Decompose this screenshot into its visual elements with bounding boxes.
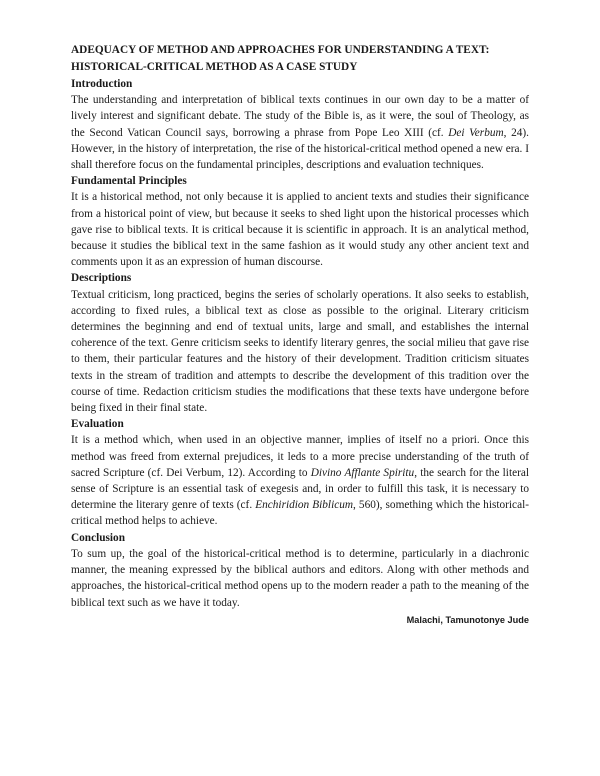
section-heading-principles: Fundamental Principles xyxy=(71,175,187,188)
section-paragraph-conclusion: To sum up, the goal of the historical-critical method is to determine, particularly in a diachronic manner, the meaning expressed by the biblical authors and editors. Along with other methods and approaches, the historical-critical method opens up to the modern reader a path to the meaning of the biblical text such as we have it today. xyxy=(71,547,529,609)
intro-text-a: The understanding and interpretation of biblical texts continues in our own day to be a matter of lively interest and significant debate. The study of the Bible is, as it were, the soul of Theology, as the Second Vatican Council says, borrowing a phrase from Pope Leo XIII (cf. xyxy=(71,94,529,139)
title-line-2: HISTORICAL-CRITICAL METHOD AS A CASE STUDY xyxy=(71,61,358,73)
title-line-1: ADEQUACY OF METHOD AND APPROACHES FOR UNDERSTANDING A TEXT: xyxy=(71,44,490,56)
section-heading-conclusion: Conclusion xyxy=(71,531,125,544)
section-heading-evaluation: Evaluation xyxy=(71,418,124,431)
eval-citation-divino-afflante: Divino Afflante Spiritu xyxy=(310,466,415,479)
document-title xyxy=(71,42,529,76)
intro-citation-dei-verbum: Dei Verbum xyxy=(448,126,504,139)
eval-text-c: , 560), something which the historical-critical method helps to achieve. xyxy=(71,499,529,528)
eval-citation-enchiridion: Enchiridion Biblicum xyxy=(255,499,354,512)
section-paragraph-descriptions: Textual criticism, long practiced, begins the series of scholarly operations. It also seeks to establish, according to fixed rules, a biblical text as close as possible to the original. Literary criticism determines the beginning and end of textual units, large and small, and establishes the internal coherence of the text. Genre criticism seeks to identify literary genres, the social milieu that gave rise to them, their particular features and the history of their development. Tradition criticism situates texts in the stream of tradition and attempts to describe the development of this tradition over the course of time. Redaction criticism studies the modifications that these texts have undergone before being fixed in their final state. xyxy=(71,288,529,415)
intro-text-b: , 24). However, in the history of interpretation, the rise of the historical-critical method opened a new era. I shall therefore focus on the fundamental principles, descriptions and evaluation techniques. xyxy=(71,126,529,172)
section-heading-introduction: Introduction xyxy=(71,78,133,90)
document-body xyxy=(71,42,529,627)
eval-text-a: It is a method which, when used in an objective manner, implies of itself no a priori. Once this method was freed from external prejudices, it leds to a more precise understanding of the truth of sacred Scripture (cf. Dei Verbum, 12). According to xyxy=(71,434,529,479)
section-paragraph-principles: It is a historical method, not only because it is applied to ancient texts and studies their significance from a historical point of view, but because it seeks to shed light upon the historical processes which gave rise to biblical texts. It is critical because it is scientific in approach. It is an analytical method, because it studies the biblical text in the same fashion as it would study any other ancient text and comments upon it as an expression of human discourse. xyxy=(71,191,529,269)
author-signature: Malachi, Tamunotonye Jude xyxy=(406,614,529,625)
section-paragraph-introduction xyxy=(71,92,529,173)
eval-text-b: , the search for the literal sense of Scripture is an essential task of exegesis and, in order to fulfill this task, it is necessary to determine the literary genre of texts (cf. xyxy=(71,466,530,512)
section-heading-descriptions: Descriptions xyxy=(71,272,132,285)
section-paragraph-evaluation xyxy=(71,432,529,529)
